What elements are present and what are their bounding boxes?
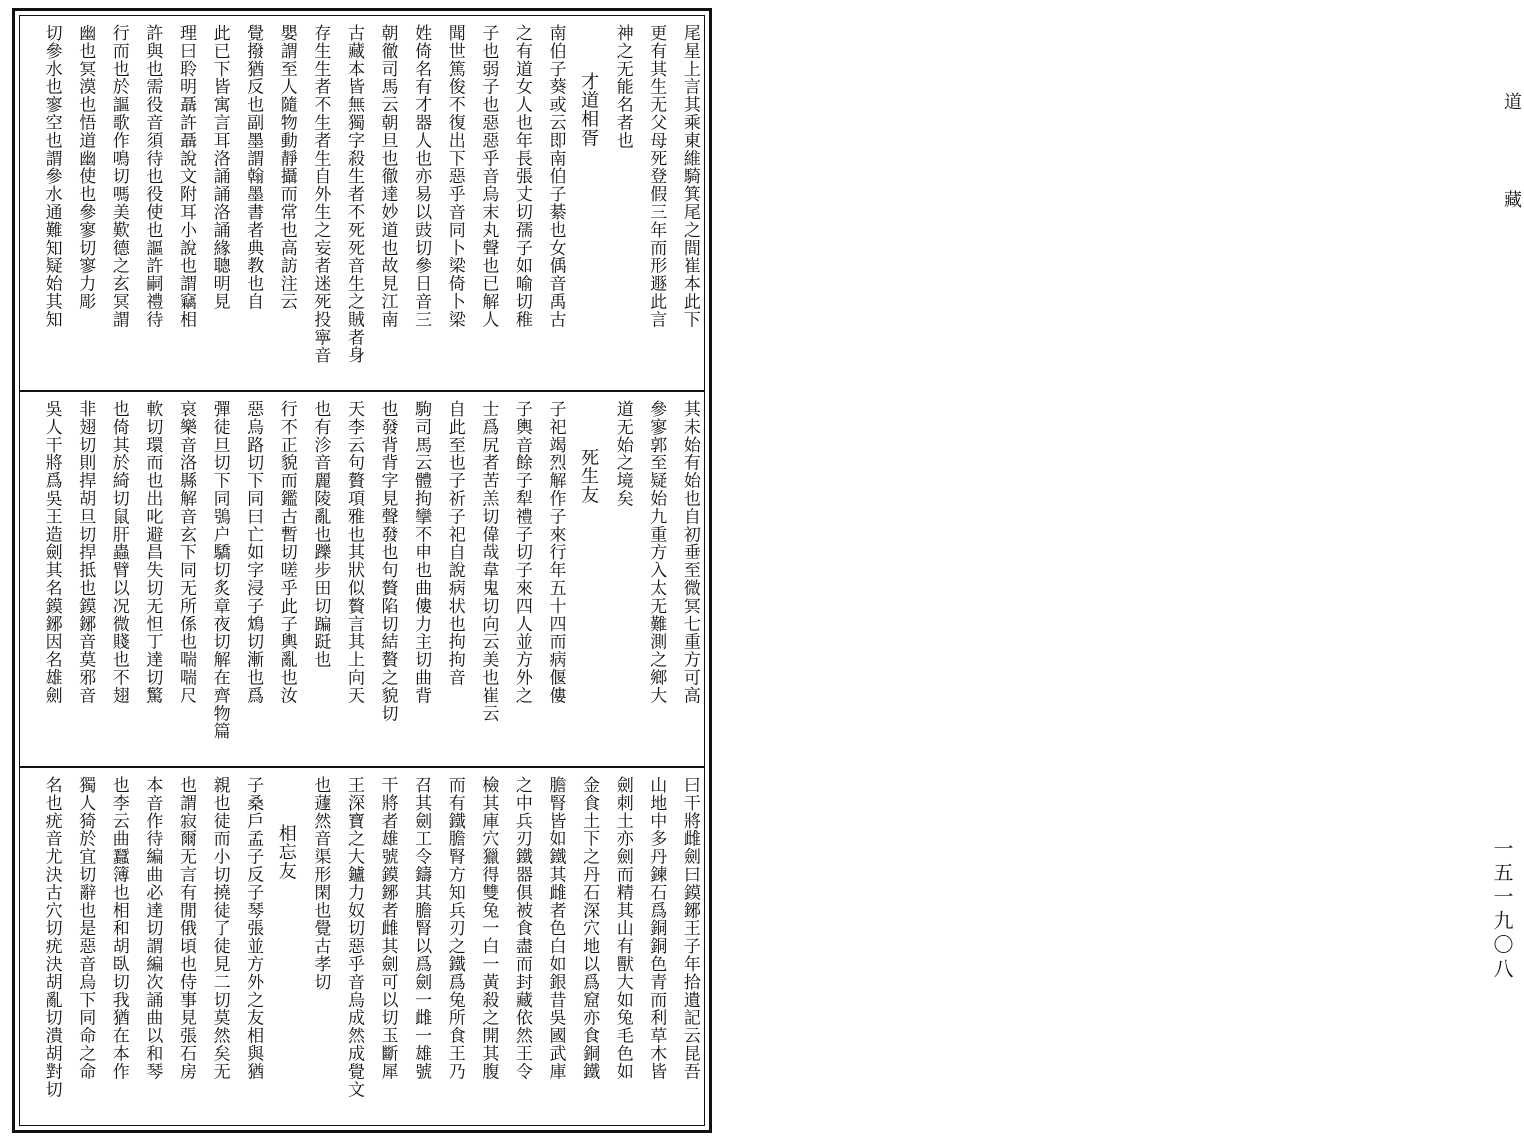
text-column: 惡烏路切下同曰亡如字浸子鴆切漸也爲	[243, 400, 264, 705]
text-column: 理曰聆明聶許聶說文附耳小說也謂竊相	[175, 24, 196, 329]
text-column: 切參水也寥空也謂參水通難知疑始其知	[41, 24, 62, 329]
column-group-2	[26, 400, 698, 760]
text-column: 古藏本皆無獨字殺生者不死死音生之賊者身	[343, 24, 364, 365]
text-column: 本音作待編曲必達切謂編次誦曲以和琴	[142, 776, 163, 1081]
text-column: 南伯子葵或云即南伯子綦也女偊音禹古	[545, 24, 566, 329]
text-column: 吳人干將爲吳王造劍其名鏌鋣因名雄劍	[41, 400, 62, 705]
text-column: 王深寶之大鑪力奴切惡乎音烏成然成覺文	[343, 776, 364, 1099]
text-column: 神之无能名者也	[612, 24, 633, 150]
text-column: 親也徒而小切撓徒了徒見二切莫然矣无	[209, 776, 230, 1081]
text-column: 駒司馬云體拘攣不申也曲僂力主切曲背	[411, 400, 432, 705]
text-column: 其未始有始也自初垂至微冥七重方可高	[679, 400, 700, 705]
text-column: 名也疣音尤決古穴切疣決胡亂切潰胡對切	[41, 776, 62, 1099]
text-column: 許與也需役音須待也役使也謳許嗣禮待	[142, 24, 163, 329]
text-column: 膽腎皆如鐵其雌者色白如銀昔吳國武庫	[545, 776, 566, 1081]
text-column: 道无始之境矣	[612, 400, 633, 508]
text-column: 子祀竭烈解作子來行年五十四而病偃僂	[545, 400, 566, 705]
text-column: 非翅切則捍胡旦切捍抵也鏌鋣音莫邪音	[75, 400, 96, 705]
text-column: 哀樂音洛縣解音玄下同无所係也喘喘尺	[175, 400, 196, 705]
text-column: 也有沴音麗陵亂也躒步田切蹁跹也	[310, 400, 331, 669]
text-column: 自此至也子祈子祀自說病状也拘拘音	[444, 400, 465, 687]
text-column: 存生生者不生者生自外生之妄者迷死投寧音	[310, 24, 331, 365]
column-group-3	[26, 776, 698, 1124]
text-column: 子輿音餘子犁禮子切子來四人並方外之	[511, 400, 532, 705]
text-column: 子桑戶孟子反子琴張並方外之友相與猶	[243, 776, 264, 1081]
text-panel-1	[20, 16, 704, 390]
text-column: 山地中多丹鍊石爲銅銅色青而利草木皆	[646, 776, 667, 1081]
text-column: 軟切環而也出叱避昌失切无怛丁達切驚	[142, 400, 163, 705]
text-column: 更有其生无父母死登假三年而形遯此言	[646, 24, 667, 329]
text-column: 獨人猗於宜切辭也是惡音烏下同命之命	[75, 776, 96, 1081]
text-column: 彈徒旦切下同鴞户驕切炙章夜切解在齊物篇	[209, 400, 230, 741]
text-column: 行不正貌而鑑古暫切嗟乎此子輿亂也汝	[276, 400, 297, 705]
text-column: 參寥郭至疑始九重方入太无難測之鄉大	[646, 400, 667, 705]
text-column: 幽也冥漠也悟道幽使也參寥切寥力彫	[75, 24, 96, 311]
text-column: 劍刺土亦劍而精其山有獸大如兔毛色如	[612, 776, 633, 1081]
text-column: 此已下皆寓言耳洛誦誦洛誦緣聰明見	[209, 24, 230, 311]
page-frame	[12, 8, 712, 1133]
text-column: 也發背背字見聲發也句贅陷切結贅之貌切	[377, 400, 398, 723]
text-column: 嬰謂至人隨物動靜攝而常也高訪注云	[276, 24, 297, 311]
text-panel-2	[20, 392, 704, 766]
text-column: 干將者雄號鏌鋣者雌其劍可以切玉斷犀	[377, 776, 398, 1081]
right-margin	[720, 0, 1522, 1143]
page-number: 一五一九〇八	[1490, 838, 1514, 982]
text-column: 覺撥猶反也副墨謂翰墨書者典教也自	[243, 24, 264, 311]
text-column: 也謂寂爾无言有閒俄頃也侍事見張石房	[175, 776, 196, 1081]
text-column: 也倚其於綺切鼠肝蟲臂以况微賤也不翅	[108, 400, 129, 705]
section-heading: 死生友	[578, 448, 600, 505]
text-column: 曰干將雌劍曰鏌鋣王子年拾遺記云昆吾	[679, 776, 700, 1081]
text-column: 金食土下之丹石深穴地以爲窟亦食銅鐵	[579, 776, 600, 1081]
frame-inner	[19, 15, 705, 1126]
text-column: 之中兵刃鐵器俱被食盡而封藏依然王令	[511, 776, 532, 1081]
text-panel-3	[20, 768, 704, 1130]
text-column: 聞世篤俊不復出下惡乎音同卜梁倚卜梁	[444, 24, 465, 329]
text-column: 檢其庫穴獵得雙兔一白一黃殺之開其腹	[478, 776, 499, 1081]
text-column: 尾星上言其乘東維騎箕尾之間崔本此下	[679, 24, 700, 329]
section-heading: 相忘友	[275, 824, 297, 881]
column-group-1	[26, 24, 698, 384]
margin-title-char-2: 藏	[1501, 190, 1522, 210]
text-column: 天李云句贅項雅也其狀似贅言其上向天	[343, 400, 364, 705]
text-column: 也蘧然音渠形閑也覺古孝切	[310, 776, 331, 991]
text-column: 子也弱子也惡惡乎音烏末丸聲也已解人	[478, 24, 499, 329]
text-column: 而有鐵膽腎方知兵刃之鐵爲兔所食王乃	[444, 776, 465, 1081]
text-column: 行而也於謳歌作鳴切嗎美歎德之玄冥謂	[108, 24, 129, 329]
text-column: 召其劍工令鑄其膽腎以爲劍一雌一雄號	[411, 776, 432, 1081]
text-column: 士爲尻者苦羔切偉哉韋鬼切向云美也崔云	[478, 400, 499, 723]
text-column: 也李云曲蠶簿也相和胡臥切我猶在本作	[108, 776, 129, 1081]
text-column: 之有道女人也年長張丈切孺子如喻切稚	[511, 24, 532, 329]
text-column: 姓倚名有才器人也亦易以豉切參日音三	[411, 24, 432, 329]
margin-title-char-1: 道	[1501, 92, 1522, 112]
section-heading: 才道相胥	[578, 72, 600, 148]
text-column: 朝徹司馬云朝旦也徹達妙道也故見江南	[377, 24, 398, 329]
